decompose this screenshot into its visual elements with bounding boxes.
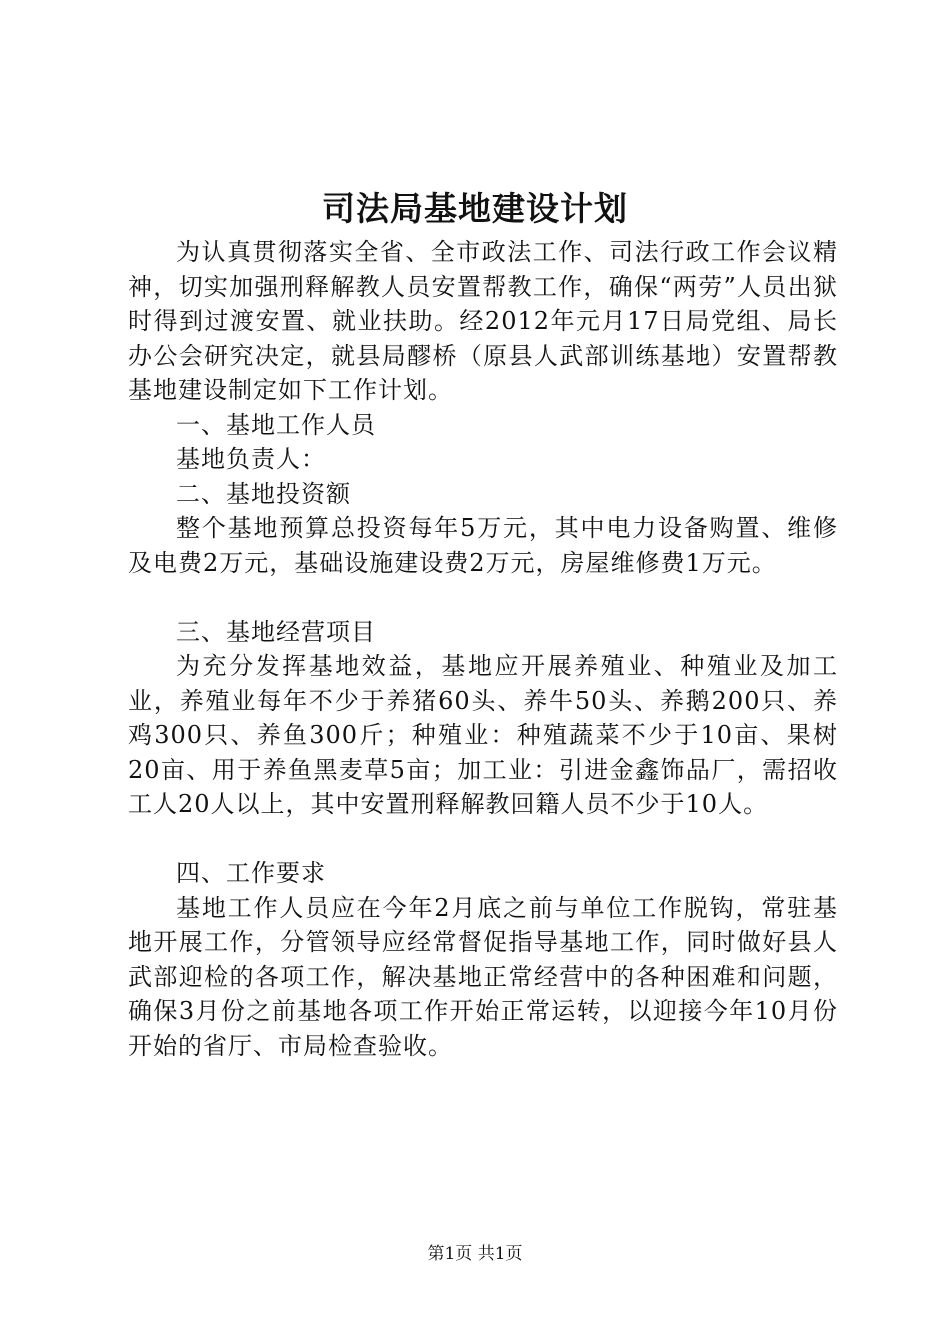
investment-paragraph: 整个基地预算总投资每年5万元，其中电力设备购置、维修及电费2万元，基础设施建设费2万元，房屋维修费1万元。 — [128, 514, 838, 577]
paragraph-spacer — [128, 822, 838, 857]
document-title: 司法局基地建设计划 — [322, 189, 628, 228]
intro-paragraph: 为认真贯彻落实全省、全市政法工作、司法行政工作会议精神，切实加强刑释解教人员安置帮教工作，确保“两劳”人员出狱时得到过渡安置、就业扶助。经2012年元月17日局党组、局长办公会研究决定，就县局醪桥（原县人武部训练基地）安置帮教基地建设制定如下工作计划。 — [128, 238, 838, 404]
requirements-paragraph: 基地工作人员应在今年2月底之前与单位工作脱钩，常驻基地开展工作，分管领导应经常督促指导基地工作，同时做好县人武部迎检的各项工作，解决基地正常经营中的各种困难和问题，确保3月份之前基地各项工作开始正常运转，以迎接今年10月份开始的省厅、市局检查验收。 — [128, 893, 838, 1060]
section-heading-projects: 三、基地经营项目 — [176, 617, 376, 646]
section-heading-staff: 一、基地工作人员 — [176, 410, 376, 439]
document-body — [128, 235, 838, 1063]
page-footer: 第1页 共1页 — [427, 1244, 523, 1264]
staff-paragraph: 基地负责人： — [176, 445, 326, 473]
section-heading-requirements: 四、工作要求 — [176, 859, 326, 887]
projects-paragraph: 为充分发挥基地效益，基地应开展养殖业、种殖业及加工业，养殖业每年不少于养猪60头、养牛50头、养鹅200只、养鸡300只、养鱼300斤；种殖业：种殖蔬菜不少于10亩、果树20亩、用于养鱼黑麦草5亩；加工业：引进金鑫饰品厂，需招收工人20人以上，其中安置刑释解教回籍人员不少于10人。 — [128, 652, 838, 818]
paragraph-spacer — [128, 580, 838, 615]
section-heading-investment: 二、基地投资额 — [176, 479, 351, 508]
